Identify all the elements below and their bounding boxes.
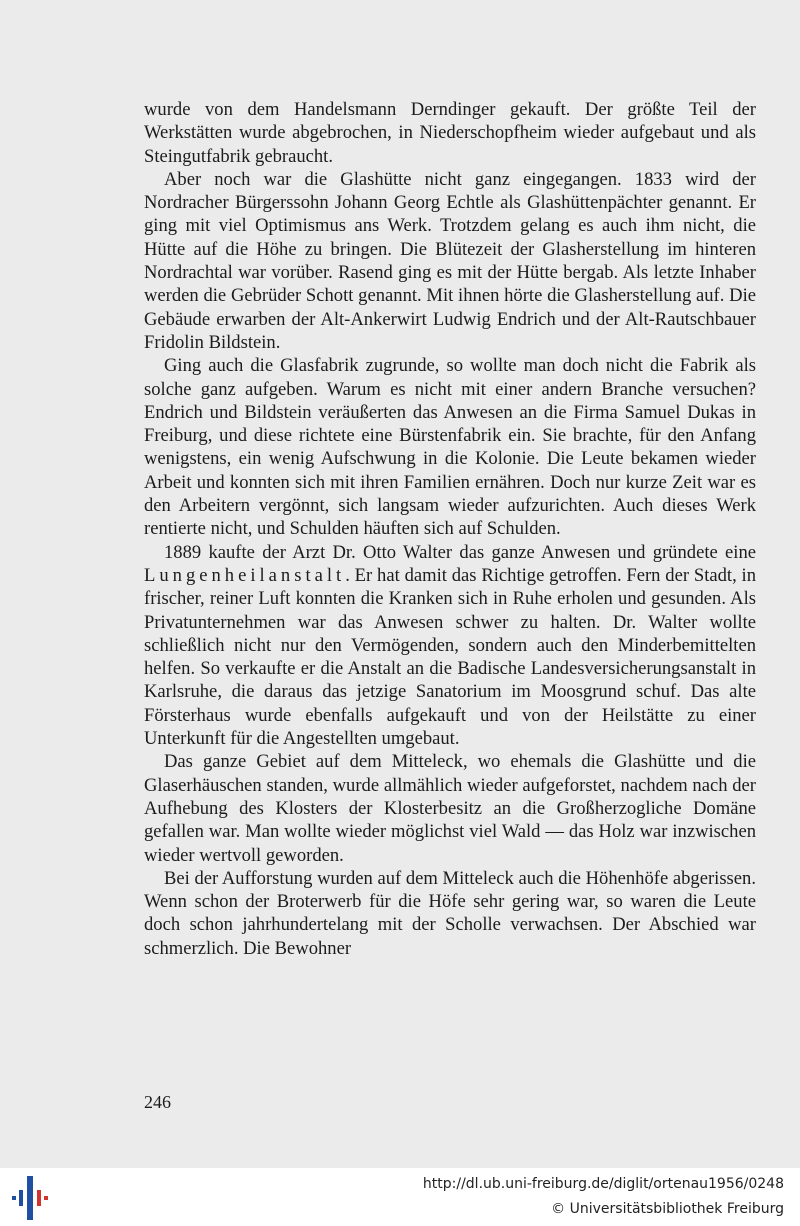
- paragraph-2: Aber noch war die Glashütte nicht ganz eingegangen. 1833 wird der Nordracher Bürgerssohn Johann Georg Echtle als Glashüttenpächter genannt. Er ging mit viel Optimismus ans Werk. Trotzdem gelang es auch ihm nicht, die Hütte auf die Höhe zu bringen. Die Blütezeit der Glasherstellung im hinteren Nordrachtal war vorüber. Rasend ging es mit der Hütte bergab. Als letzte Inhaber werden die Gebrüder Schott genannt. Mit ihnen hörte die Glasherstellung auf. Die Gebäude erwarben der Alt-Ankerwirt Ludwig Endrich und der Alt-Rautschbauer Fridolin Bildstein.: [144, 168, 756, 353]
- paragraph-4-end: . Er hat damit das Richtige getroffen. Fern der Stadt, in frischer, reiner Luft konnten die Kranken sich in Ruhe erholen und gesunden. Als Privatunternehmen war das Anwesen schwer zu halten. Dr. Walter wollte schließlich nicht nur den Vermögenden, sondern auch den Minderbemittelten helfen. So verkaufte er die Anstalt an die Badische Landesversicherungsanstalt in Karlsruhe, die daraus das jetzige Sanatorium im Moosgrund schuf. Das alte Försterhaus wurde ebenfalls aufgekauft und von der Heilstätte zu einer Unterkunft für die Angestellten umgebaut.: [144, 564, 756, 750]
- body-text: [144, 98, 756, 960]
- footer-bar: [0, 1168, 800, 1226]
- paragraph-4: [144, 541, 756, 751]
- ub-freiburg-logo-icon[interactable]: [10, 1176, 52, 1220]
- permalink-url[interactable]: http://dl.ub.uni-freiburg.de/diglit/ortenau1956/0248: [422, 1176, 784, 1192]
- paragraph-1: wurde von dem Handelsmann Derndinger gekauft. Der größte Teil der Werkstätten wurde abgebrochen, in Niederschopfheim wieder aufgebaut und als Steingutfabrik gebraucht.: [144, 99, 756, 167]
- paragraph-6: Bei der Aufforstung wurden auf dem Mitteleck auch die Höhenhöfe abgerissen. Wenn schon der Broterwerb für die Höfe sehr gering war, so waren die Leute doch schon jahrhundertelang mit der Scholle verwachsen. Der Abschied war schmerzlich. Die Bewohner: [144, 867, 756, 959]
- emphasized-word: Lungenheilanstalt: [144, 564, 346, 586]
- paragraph-4-start: 1889 kaufte der Arzt Dr. Otto Walter das ganze Anwesen und gründete eine: [164, 541, 756, 563]
- page-number: 246: [144, 1092, 171, 1112]
- copyright-notice: © Universitätsbibliothek Freiburg: [551, 1201, 784, 1217]
- paragraph-3: Ging auch die Glasfabrik zugrunde, so wollte man doch nicht die Fabrik als solche ganz aufgeben. Warum es nicht mit einer andern Branche versuchen? Endrich und Bildstein veräußerten das Anwesen an die Firma Samuel Dukas in Freiburg, und diese richtete eine Bürstenfabrik ein. Sie brachte, für den Anfang wenigstens, ein wenig Aufschwung in die Kolonie. Die Leute bekamen wieder Arbeit und konnten sich mit ihren Familien ernähren. Doch nur kurze Zeit war es den Arbeitern vergönnt, sich langsam wieder aufzurichten. Auch dieses Werk rentierte nicht, und Schulden häuften sich auf Schulden.: [144, 355, 756, 540]
- paragraph-5: Das ganze Gebiet auf dem Mitteleck, wo ehemals die Glashütte und die Glaserhäuschen standen, wurde allmählich wieder aufgeforstet, nachdem nach der Aufhebung des Klosters der Klosterbesitz an die Großherzogliche Domäne gefallen war. Man wollte wieder möglichst viel Wald — das Holz war inzwischen wieder wertvoll geworden.: [144, 751, 756, 866]
